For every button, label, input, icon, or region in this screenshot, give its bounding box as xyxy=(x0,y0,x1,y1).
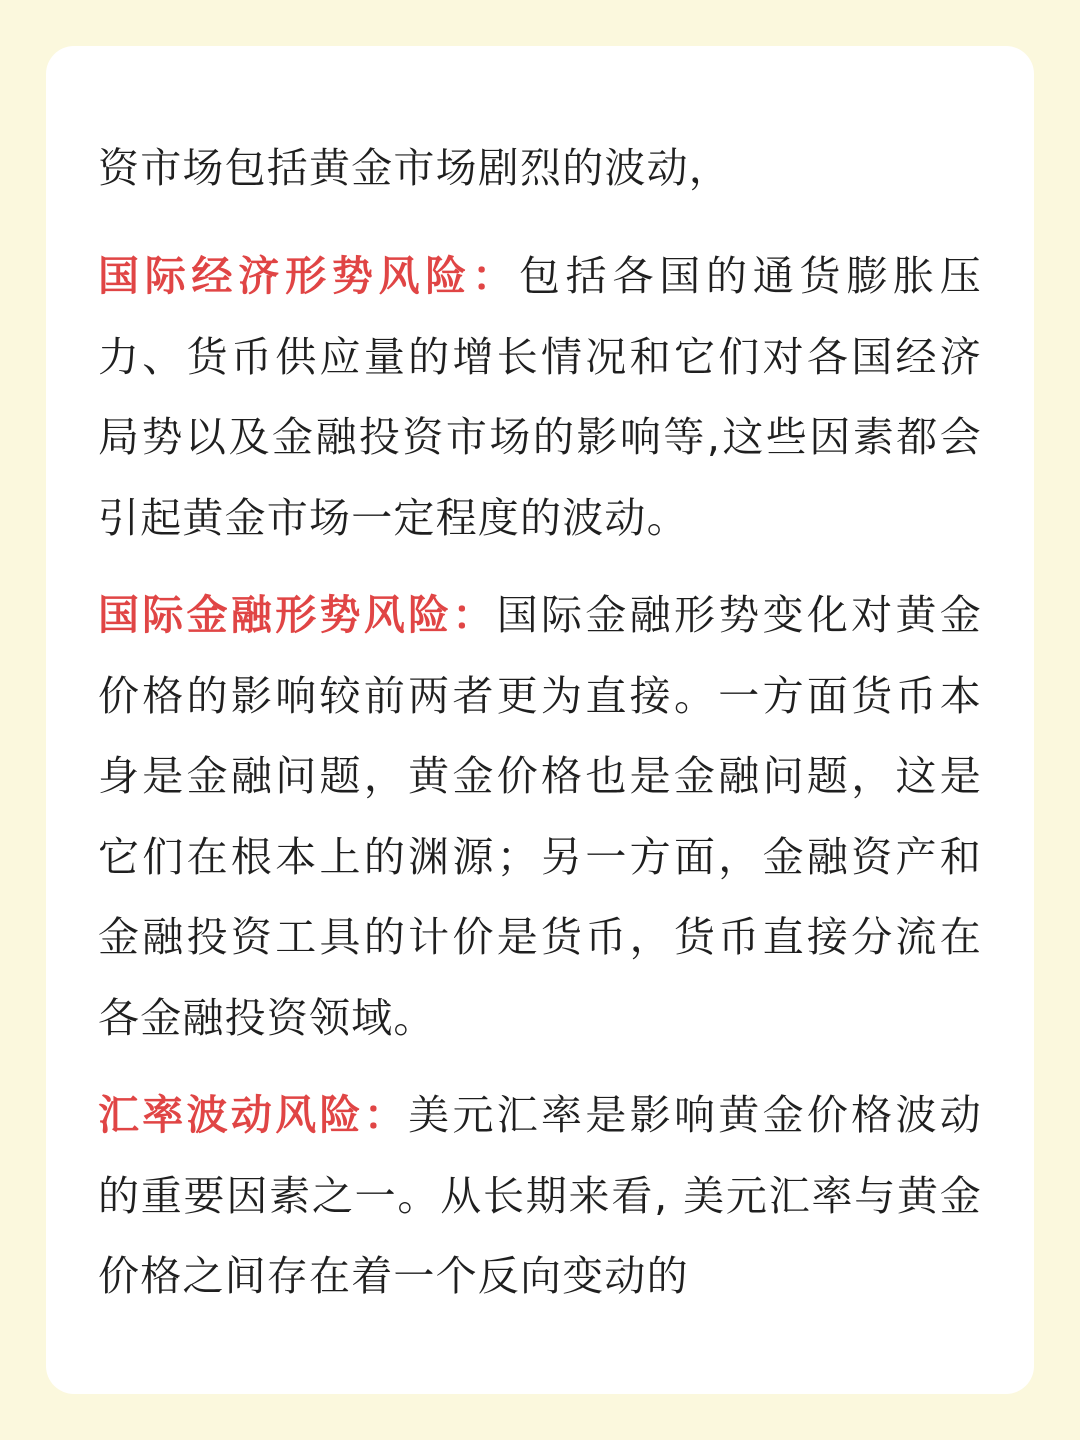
section-heading-financial-risk: 国际金融形势风险： xyxy=(98,591,497,639)
paragraph-text: 资市场包括黄金市场剧烈的波动， xyxy=(98,144,731,192)
paragraph-text: 国际金融形势变化对黄金价格的影响较前两者更为直接。一方面货币本身是金融问题，黄金价格也是金融问题，这是它们在根本上的渊源；另一方面，金融资产和金融投资工具的计价是货币，货币直接分流在各金融投资领域。 xyxy=(98,591,982,1042)
paragraph-text: 包括各国的通货膨胀压力、货币供应量的增长情况和它们对各国经济局势以及金融投资市场的影响等,这些因素都会引起黄金市场一定程度的波动。 xyxy=(98,252,982,542)
section-heading-economic-risk: 国际经济形势风险： xyxy=(98,252,519,300)
paragraph-intro xyxy=(98,140,982,196)
paragraph-text: 美元汇率是影响黄金价格波动的重要因素之一。从长期来看, 美元汇率与黄金价格之间存在着一个反向变动的 xyxy=(98,1091,982,1300)
paragraph-exchange-rate-risk xyxy=(98,1075,982,1317)
paragraph-financial-risk xyxy=(98,575,982,1058)
content-card xyxy=(46,46,1034,1394)
section-heading-exchange-rate-risk: 汇率波动风险： xyxy=(98,1091,409,1139)
paragraph-economic-risk xyxy=(98,236,982,558)
